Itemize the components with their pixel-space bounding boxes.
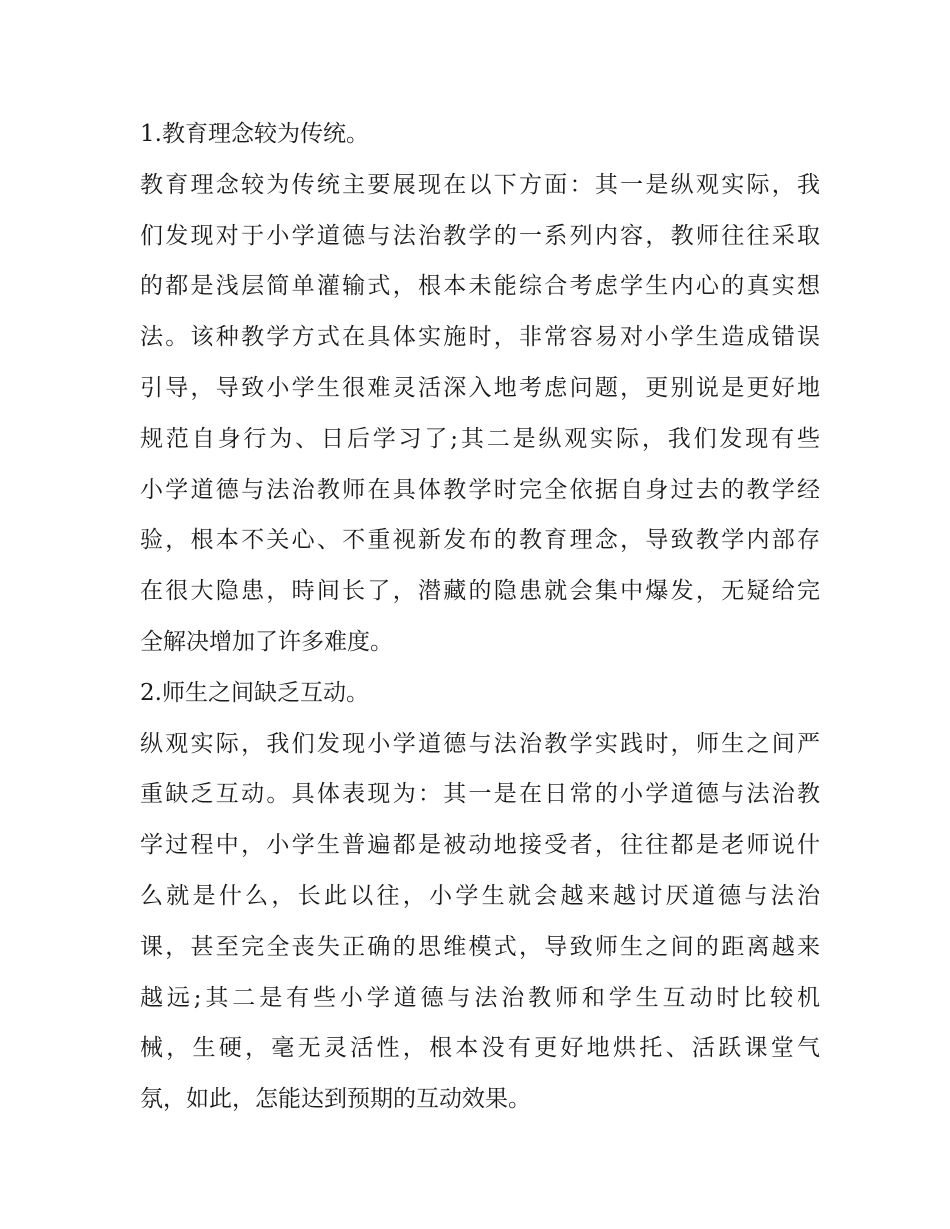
paragraph-line: 教育理念较为传统主要展现在以下方面：其一是纵观实际，我	[140, 171, 820, 198]
paragraph-line: 课，甚至完全丧失正确的思维模式，导致师生之间的距离越来	[140, 933, 820, 960]
paragraph-line-last: 全解决增加了许多难度。	[140, 628, 393, 655]
paragraph-line: 们发现对于小学道德与法治教学的一系列内容，教师往往采取	[140, 222, 820, 249]
paragraph-line: 的都是浅层简单灌输式，根本未能综合考虑学生内心的真实想	[140, 273, 820, 300]
paragraph-line: 验，根本不关心、不重视新发布的教育理念，导致教学内部存	[140, 527, 820, 554]
paragraph-line: 引导，导致小学生很难灵活深入地考虑问题，更别说是更好地	[140, 374, 820, 401]
paragraph-line: 械，生硬，毫无灵活性，根本没有更好地烘托、活跃课堂气	[140, 1035, 820, 1062]
paragraph-line: 规范自身行为、日后学习了;其二是纵观实际，我们发现有些	[140, 425, 820, 452]
paragraph-line: 么就是什么，长此以往，小学生就会越来越讨厌道德与法治	[140, 882, 820, 909]
paragraph-line: 小学道德与法治教师在具体教学时完全依据自身过去的教学经	[140, 476, 820, 503]
paragraph-line-last: 氛，如此，怎能达到预期的互动效果。	[140, 1086, 531, 1113]
paragraph-line: 学过程中，小学生普遍都是被动地接受者，往往都是老师说什	[140, 832, 820, 859]
paragraph-line: 越远;其二是有些小学道德与法治教师和学生互动时比较机	[140, 984, 820, 1011]
paragraph-line: 纵观实际，我们发现小学道德与法治教学实践时，师生之间严	[140, 730, 820, 757]
paragraph-line: 在很大隐患，時间长了，潜藏的隐患就会集中爆发，无疑给完	[140, 578, 820, 605]
paragraph-line: 法。该种教学方式在具体实施时，非常容易对小学生造成错误	[140, 324, 820, 351]
paragraph-line: 重缺乏互动。具体表现为：其一是在日常的小学道德与法治教	[140, 781, 820, 808]
document-body	[140, 109, 820, 1125]
section-heading-1: 1.教育理念较为传统。	[140, 121, 369, 147]
section-heading-2: 2.师生之间缺乏互动。	[140, 679, 369, 706]
